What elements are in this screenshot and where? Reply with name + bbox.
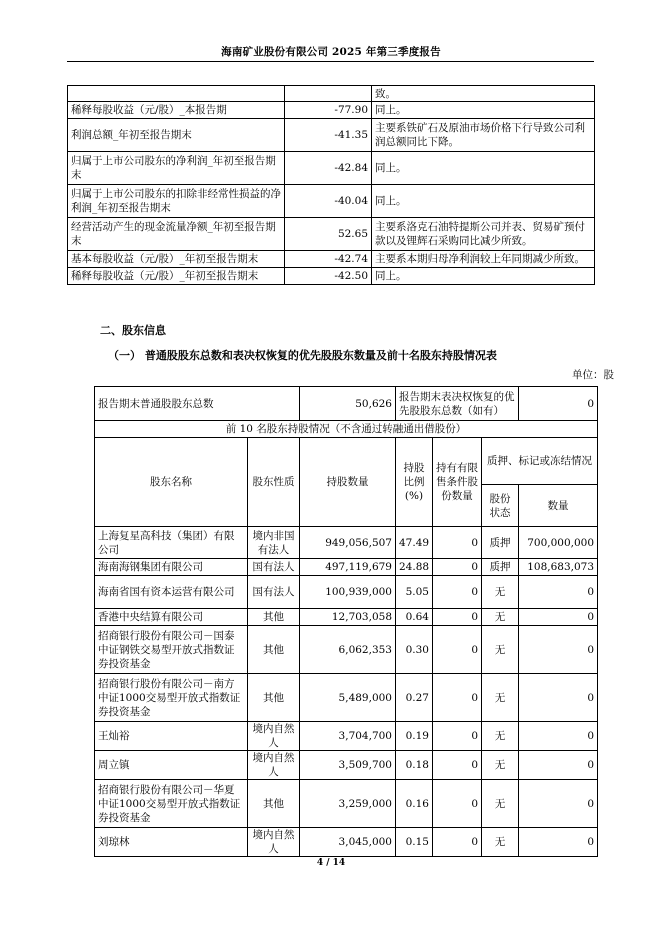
- section-title: 二、股东信息: [100, 324, 166, 337]
- change-value: -42.74: [285, 251, 372, 268]
- top10-caption: 前 10 名股东持股情况（不含通过转融通出借股份）: [95, 421, 598, 438]
- col-header-restricted: 持有有限售条件股份数量: [433, 438, 482, 527]
- change-reason: 同上。: [372, 268, 595, 285]
- change-row: [68, 102, 595, 119]
- shareholder-shares: 5,489,000: [300, 674, 396, 722]
- shareholder-shares: 100,939,000: [300, 576, 396, 609]
- shareholder-name: 周立镇: [95, 751, 248, 780]
- shareholder-row: [95, 576, 598, 609]
- shareholder-qty: 0: [519, 576, 598, 609]
- shareholder-ratio: 0.19: [396, 722, 433, 751]
- shareholder-shares: 497,119,679: [300, 559, 396, 576]
- change-reason: 致。: [372, 86, 595, 102]
- pref-holders-label: 报告期末表决权恢复的优先股股东总数（如有）: [396, 387, 519, 421]
- change-row: [68, 152, 595, 185]
- shareholder-restricted: 0: [433, 559, 482, 576]
- shareholder-name: 招商银行股份有限公司－南方中证1000交易型开放式指数证券投资基金: [95, 674, 248, 722]
- shareholder-qty: 0: [519, 626, 598, 674]
- total-holders-value: 50,626: [300, 387, 396, 421]
- shareholder-row: [95, 780, 598, 828]
- shareholder-status: 无: [482, 722, 519, 751]
- change-row: [68, 86, 595, 102]
- shareholder-nature: 其他: [248, 780, 300, 828]
- change-item: 稀释每股收益（元/股）_年初至报告期末: [68, 268, 285, 285]
- shareholder-nature: 境内非国有法人: [248, 527, 300, 559]
- shareholder-nature: 国有法人: [248, 576, 300, 609]
- shareholder-restricted: 0: [433, 780, 482, 828]
- shareholder-row: [95, 674, 598, 722]
- change-reason: 主要系铁矿石及原油市场价格下行导致公司利润总额同比下降。: [372, 119, 595, 152]
- shareholder-nature: 其他: [248, 609, 300, 626]
- shareholder-restricted: 0: [433, 527, 482, 559]
- shareholder-name: 香港中央结算有限公司: [95, 609, 248, 626]
- col-header-qty: 数量: [519, 485, 598, 527]
- shareholder-name: 上海复星高科技（集团）有限公司: [95, 527, 248, 559]
- shareholder-name: 招商银行股份有限公司－国泰中证钢铁交易型开放式指数证券投资基金: [95, 626, 248, 674]
- shareholder-ratio: 0.30: [396, 626, 433, 674]
- change-item: 归属于上市公司股东的净利润_年初至报告期末: [68, 152, 285, 185]
- change-row: [68, 251, 595, 268]
- shareholder-ratio: 24.88: [396, 559, 433, 576]
- top10-caption-row: [95, 421, 598, 438]
- shareholder-restricted: 0: [433, 674, 482, 722]
- shareholder-row: [95, 626, 598, 674]
- shareholder-qty: 0: [519, 722, 598, 751]
- col-header-shares: 持股数量: [300, 438, 396, 527]
- shareholder-ratio: 0.18: [396, 751, 433, 780]
- shareholder-restricted: 0: [433, 609, 482, 626]
- shareholder-row: [95, 527, 598, 559]
- header-row-1: [95, 438, 598, 485]
- col-header-status: 股份状态: [482, 485, 519, 527]
- shareholder-restricted: 0: [433, 828, 482, 857]
- change-reason: 主要系本期归母净利润较上年同期减少所致。: [372, 251, 595, 268]
- header-divider: [67, 61, 594, 62]
- shareholder-restricted: 0: [433, 751, 482, 780]
- shareholder-restricted: 0: [433, 576, 482, 609]
- shareholder-restricted: 0: [433, 626, 482, 674]
- change-reason-table: [67, 85, 595, 285]
- change-value: -42.84: [285, 152, 372, 185]
- change-item: [68, 86, 285, 102]
- shareholder-ratio: 0.27: [396, 674, 433, 722]
- col-header-name: 股东名称: [95, 438, 248, 527]
- change-value: -40.04: [285, 185, 372, 218]
- shareholder-restricted: 0: [433, 722, 482, 751]
- change-row: [68, 119, 595, 152]
- shareholder-status: 无: [482, 780, 519, 828]
- pref-holders-value: 0: [519, 387, 598, 421]
- change-value: -42.50: [285, 268, 372, 285]
- total-holders-row: [95, 387, 598, 421]
- shareholder-status: 无: [482, 674, 519, 722]
- shareholder-row: [95, 609, 598, 626]
- shareholder-shares: 3,704,700: [300, 722, 396, 751]
- change-item: 稀释每股收益（元/股）_本报告期: [68, 102, 285, 119]
- report-header-title: 海南矿业股份有限公司 2025 年第三季度报告: [221, 46, 441, 58]
- shareholder-nature: 境内自然人: [248, 722, 300, 751]
- shareholder-qty: 0: [519, 828, 598, 857]
- shareholder-nature: 境内自然人: [248, 751, 300, 780]
- shareholder-status: 无: [482, 828, 519, 857]
- shareholder-qty: 0: [519, 609, 598, 626]
- total-holders-label: 报告期末普通股股东总数: [95, 387, 300, 421]
- shareholder-qty: 0: [519, 674, 598, 722]
- shareholder-qty: 0: [519, 751, 598, 780]
- shareholder-table: [94, 386, 598, 857]
- shareholder-status: 无: [482, 609, 519, 626]
- shareholder-row: [95, 751, 598, 780]
- shareholder-status: 质押: [482, 527, 519, 559]
- change-row: [68, 185, 595, 218]
- change-value: -77.90: [285, 102, 372, 119]
- shareholder-nature: 国有法人: [248, 559, 300, 576]
- shareholder-nature: 境内自然人: [248, 828, 300, 857]
- col-header-nature: 股东性质: [248, 438, 300, 527]
- change-item: 基本每股收益（元/股）_年初至报告期末: [68, 251, 285, 268]
- shareholder-qty: 700,000,000: [519, 527, 598, 559]
- change-reason: 同上。: [372, 185, 595, 218]
- shareholder-shares: 12,703,058: [300, 609, 396, 626]
- shareholder-status: 质押: [482, 559, 519, 576]
- shareholder-status: 无: [482, 576, 519, 609]
- shareholder-nature: 其他: [248, 626, 300, 674]
- change-row: [68, 268, 595, 285]
- change-item: 归属于上市公司股东的扣除非经常性损益的净利润_年初至报告期末: [68, 185, 285, 218]
- change-value: 52.65: [285, 218, 372, 251]
- shareholder-shares: 3,045,000: [300, 828, 396, 857]
- shareholder-row: [95, 559, 598, 576]
- shareholder-name: 招商银行股份有限公司－华夏中证1000交易型开放式指数证券投资基金: [95, 780, 248, 828]
- change-item: 利润总额_年初至报告期末: [68, 119, 285, 152]
- shareholder-status: 无: [482, 751, 519, 780]
- shareholder-row: [95, 828, 598, 857]
- shareholder-qty: 108,683,073: [519, 559, 598, 576]
- change-value: [285, 86, 372, 102]
- change-item: 经营活动产生的现金流量净额_年初至报告期末: [68, 218, 285, 251]
- change-row: [68, 218, 595, 251]
- shareholder-name: 刘琼林: [95, 828, 248, 857]
- shareholder-row: [95, 722, 598, 751]
- change-reason: 同上。: [372, 102, 595, 119]
- shareholder-status: 无: [482, 626, 519, 674]
- shareholder-qty: 0: [519, 780, 598, 828]
- shareholder-shares: 6,062,353: [300, 626, 396, 674]
- shareholder-name: 王灿裕: [95, 722, 248, 751]
- change-reason: 主要系洛克石油特提斯公司并表、贸易矿预付款以及锂辉石采购同比减少所致。: [372, 218, 595, 251]
- shareholder-ratio: 0.16: [396, 780, 433, 828]
- col-header-pledge: 质押、标记或冻结情况: [482, 438, 598, 485]
- page-number: 4 / 14: [316, 858, 346, 868]
- change-value: -41.35: [285, 119, 372, 152]
- subsection-title: （一） 普通股股东总数和表决权恢复的优先股股东数量及前十名股东持股情况表: [108, 349, 497, 362]
- shareholder-shares: 949,056,507: [300, 527, 396, 559]
- shareholder-name: 海南海钢集团有限公司: [95, 559, 248, 576]
- col-header-ratio: 持股比例(%): [396, 438, 433, 527]
- shareholder-nature: 其他: [248, 674, 300, 722]
- shareholder-ratio: 0.15: [396, 828, 433, 857]
- shareholder-ratio: 0.64: [396, 609, 433, 626]
- change-reason: 同上。: [372, 152, 595, 185]
- shareholder-ratio: 5.05: [396, 576, 433, 609]
- shareholder-shares: 3,259,000: [300, 780, 396, 828]
- unit-label: 单位：股: [572, 369, 614, 381]
- shareholder-shares: 3,509,700: [300, 751, 396, 780]
- shareholder-name: 海南省国有资本运营有限公司: [95, 576, 248, 609]
- shareholder-ratio: 47.49: [396, 527, 433, 559]
